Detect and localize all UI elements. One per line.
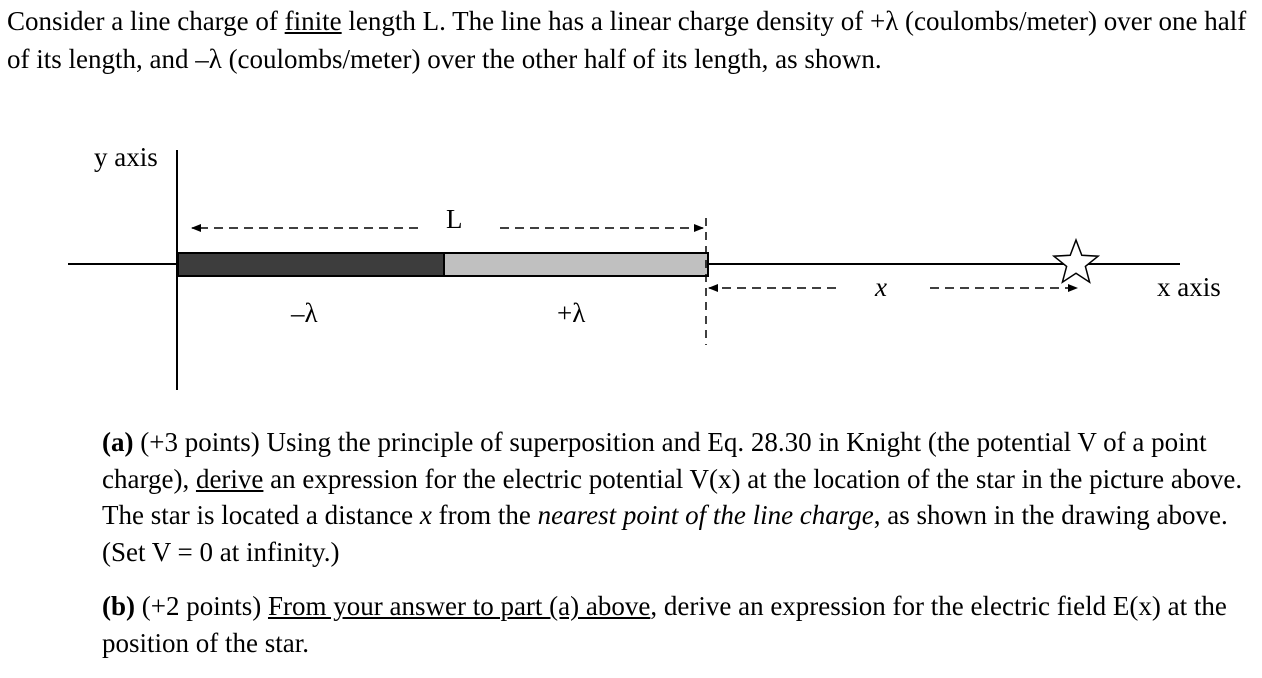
part-b-text-2: , derive an expression for the electric field E(x) at the position of the star.: [102, 591, 1227, 658]
nearest-point-italic: nearest point of the line charge: [537, 500, 874, 530]
part-a-text-1: (+3 points) Using the principle of superposition and Eq. 28.30 in Knight (the potential V of a point charge),: [102, 427, 1207, 494]
x-axis-label: x axis: [1157, 272, 1221, 302]
length-label: L: [446, 204, 463, 234]
positive-charge-segment: [444, 253, 708, 276]
y-axis-label: y axis: [94, 142, 158, 172]
intro-text-2: length L. The line has a linear charge density of +λ (coulombs/meter) over one half of its length, and –λ (coulombs/meter) over the other half of its length, as shown.: [7, 6, 1247, 74]
intro-text-1: Consider a line charge of: [7, 6, 285, 36]
part-a-label: (a): [102, 427, 134, 457]
positive-density-label: +λ: [557, 298, 586, 328]
part-b-text-1: (+2 points): [135, 591, 268, 621]
part-b-label: (b): [102, 591, 135, 621]
star-icon: [1054, 240, 1098, 282]
part-a-text-2: an expression for the electric potential V(x) at the location of the star in the picture above. The star is located a distance: [102, 463, 1243, 530]
question-part-b: [102, 588, 1252, 661]
part-a-text-3: from the: [431, 500, 538, 530]
negative-density-label: –λ: [291, 298, 318, 328]
part-a-x-italic: x: [419, 500, 432, 530]
distance-label: x: [875, 272, 887, 302]
question-part-a: [102, 424, 1252, 570]
from-answer-underlined: From your answer to part (a) above: [267, 591, 651, 621]
finite-underlined: finite: [284, 6, 342, 36]
part-a-text-4: , as shown in the drawing above. (Set V = 0 at infinity.): [102, 500, 1228, 567]
derive-underlined: derive: [195, 463, 264, 494]
negative-charge-segment: [178, 253, 444, 276]
